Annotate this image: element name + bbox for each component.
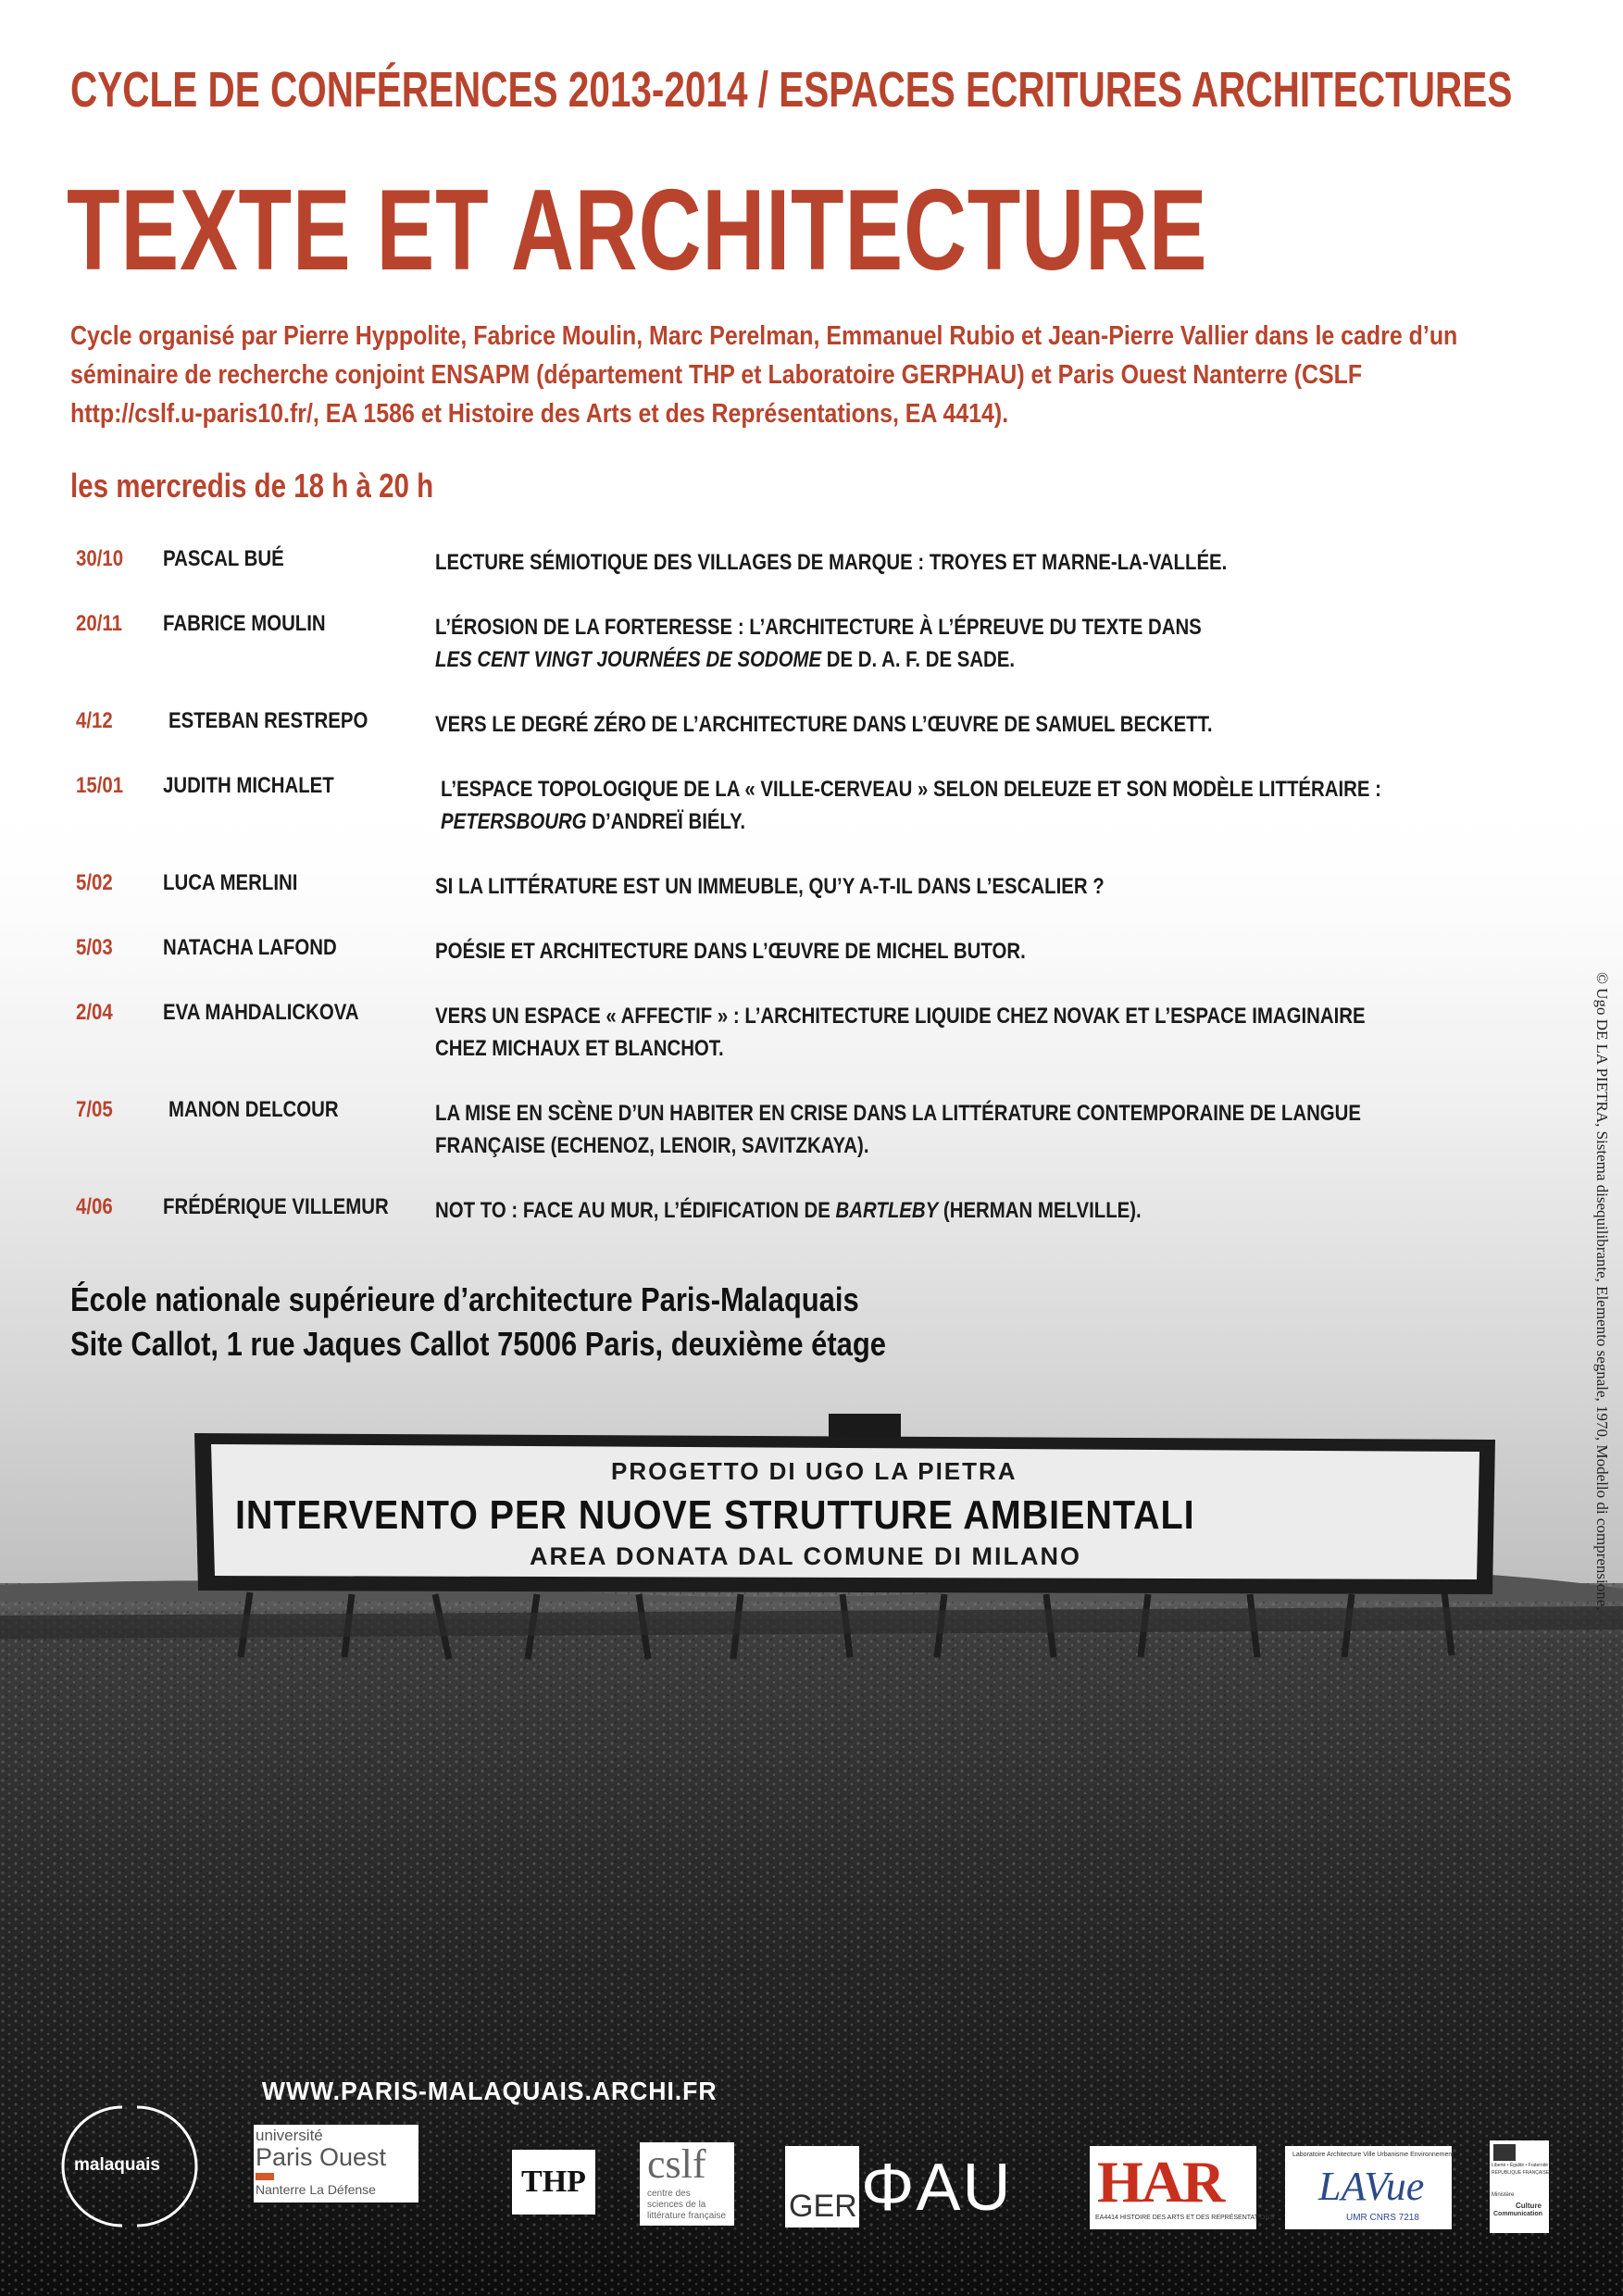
malaquais-logo (67, 2102, 187, 2231)
session-date: 4/06 (76, 1194, 113, 1219)
session-speaker: LUCA MERLINI (163, 870, 298, 895)
venue-line-1: École nationale supérieure d’architecture Paris-Malaquais (70, 1280, 859, 1318)
billboard-line-3: AREA DONATA DAL COMUNE DI MILANO (530, 1542, 1081, 1570)
venue-line-2: Site Callot, 1 rue Jaques Callot 75006 Paris, deuxième étage (70, 1325, 887, 1363)
session-speaker: FABRICE MOULIN (163, 611, 326, 636)
session-topic: L’ÉROSION DE LA FORTERESSE : L’ARCHITECTURE À L’ÉPREUVE DU TEXTE DANS LES CENT VINGT JOURNÉES DE SODOME DE D. A. F. DE SADE. (435, 615, 1202, 672)
image-credit: © Ugo DE LA PIETRA, Sistema disequilibrante, Elemento segnale, 1970, Modello di comprensione. (1593, 972, 1611, 1611)
session-speaker: FRÉDÉRIQUE VILLEMUR (163, 1194, 389, 1219)
session-date: 4/12 (76, 708, 113, 733)
website-link[interactable]: WWW.PARIS-MALAQUAIS.ARCHI.FR (261, 2077, 718, 2105)
session-topic: NOT TO : FACE AU MUR, L’ÉDIFICATION DE BARTLEBY (HERMAN MELVILLE). (435, 1198, 1142, 1223)
session-topic: LECTURE SÉMIOTIQUE DES VILLAGES DE MARQUE : TROYES ET MARNE-LA-VALLÉE. (435, 550, 1228, 575)
session-date: 30/10 (76, 546, 124, 571)
session-topic: VERS UN ESPACE « AFFECTIF » : L’ARCHITECTURE LIQUIDE CHEZ NOVAK ET L’ESPACE IMAGINAIRE CHEZ MICHAUX ET BLANCHOT. (435, 1004, 1366, 1061)
session-topic: VERS LE DEGRÉ ZÉRO DE L’ARCHITECTURE DANS L’ŒUVRE DE SAMUEL BECKETT. (435, 712, 1213, 737)
color-squares-icon (256, 2173, 274, 2180)
cslf-logo: cslf centre des sciences de la littérature française (640, 2142, 734, 2226)
thp-logo: THP (512, 2150, 595, 2215)
intro-paragraph: Cycle organisé par Pierre Hyppolite, Fabrice Moulin, Marc Perelman, Emmanuel Rubio et Jean-Pierre Vallier dans le cadre d’un séminaire de recherche conjoint ENSAPM (département THP et Laboratoire GERPHAU) et Paris Ouest Nanterre (CSLF http://cslf.u-paris10.fr/, EA 1586 et Histoire des Arts et des Représentations, EA 4414). (70, 321, 1458, 429)
session-speaker: PASCAL BUÉ (163, 546, 284, 571)
malaquais-wordmark: malaquais (74, 2155, 160, 2175)
session-date: 20/11 (76, 611, 122, 636)
main-title: TEXTE ET ARCHITECTURE (67, 167, 1208, 294)
session-topic: LA MISE EN SCÈNE D’UN HABITER EN CRISE DANS LA LITTÉRATURE CONTEMPORAINE DE LANGUE FRANÇAISE (ECHENOZ, LENOIR, SAVITZKAYA). (435, 1101, 1362, 1158)
billboard-line-2: INTERVENTO PER NUOVE STRUTTURE AMBIENTALI (235, 1492, 1195, 1538)
session-date: 15/01 (76, 773, 124, 798)
universite-paris-ouest-logo: université Paris Ouest Nanterre La Défense (254, 2125, 418, 2202)
session-speaker: JUDITH MICHALET (163, 773, 334, 798)
session-date: 7/05 (76, 1097, 113, 1122)
har-logo: HAR EA4414 HISTOIRE DES ARTS ET DES REPRÉSENTATIONS (1090, 2146, 1256, 2229)
session-speaker: ESTEBAN RESTREPO (169, 708, 368, 733)
session-date: 2/04 (76, 1000, 113, 1025)
lavue-logo: Laboratoire Architecture Ville Urbanisme Environnement LAVue UMR CNRS 7218 (1285, 2146, 1452, 2229)
ministere-culture-logo: Liberté • Égalité • Fraternité RÉPUBLIQUE FRANÇAISE Ministère Culture Communication (1490, 2140, 1549, 2233)
session-topic: POÉSIE ET ARCHITECTURE DANS L’ŒUVRE DE MICHEL BUTOR. (435, 939, 1026, 964)
session-speaker: EVA MAHDALICKOVA (163, 1000, 359, 1025)
session-date: 5/03 (76, 935, 113, 960)
session-speaker: MANON DELCOUR (169, 1097, 339, 1122)
session-topic: SI LA LITTÉRATURE EST UN IMMEUBLE, QU’Y A-T-IL DANS L’ESCALIER ? (435, 874, 1105, 899)
gerphau-logo: GER ΦAU (785, 2146, 1044, 2229)
schedule-heading: les mercredis de 18 h à 20 h (70, 467, 434, 505)
cycle-title: CYCLE DE CONFÉRENCES 2013-2014 / ESPACES ECRITURES ARCHITECTURES (70, 62, 1513, 118)
session-topic: L’ESPACE TOPOLOGIQUE DE LA « VILLE-CERVEAU » SELON DELEUZE ET SON MODÈLE LITTÉRAIRE : PETERSBOURG D’ANDREÏ BIÉLY. (441, 777, 1381, 834)
session-speaker: NATACHA LAFOND (163, 935, 337, 960)
marianne-icon (1493, 2144, 1516, 2161)
venue-address (70, 1278, 886, 1366)
session-date: 5/02 (76, 870, 113, 895)
billboard-line-1: PROGETTO DI UGO LA PIETRA (611, 1457, 1017, 1485)
